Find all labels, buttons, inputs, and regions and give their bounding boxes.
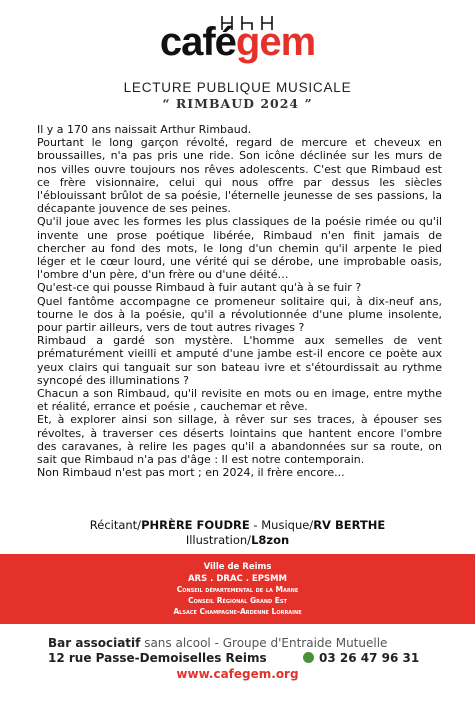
separator: -	[210, 636, 223, 650]
paragraph: Qu'est-ce qui pousse Rimbaud à fuir autant qu'à à se fuir ?	[37, 281, 362, 295]
logo-gem: gem	[235, 20, 316, 64]
paragraph: Qu'il joue avec les formes les plus classiques de la poésie rimée ou qu'il invente une prose poétique libérée, Rimbaud n'en finit jamais de chercher au fond des mots, le long d'un chemin qu'il arpente le pied léger et le cœur lourd, une vérité qui se dérobe, une improbable oasis, l'ombre d'un père, d'un frère ou d'une déité…	[37, 215, 442, 282]
credits-line-2	[0, 533, 475, 548]
phone	[303, 651, 419, 665]
address: 12 rue Passe-Demoiselles Reims	[48, 651, 267, 665]
paragraph: Pourtant le long garçon révolté, regard de mercure et cheveux en broussailles, n'a pas pris une ride. Son icône déclinée sur les murs de nos villes ouvre toujours nos rêves adolescents. C'est que Rimbaud est ce frère visionnaire, celui qui nous offre par dessus les siècles l'éblouissant brûlot de sa poésie, l'éternelle jeunesse de ses passions, la décapante jouvence de ses peines.	[37, 136, 442, 216]
reciter-name: PHRÈRE FOUDRE	[141, 518, 250, 532]
paragraph: Quel fantôme accompagne ce promeneur solitaire qui, à dix-neuf ans, tourne le dos à la poésie, qu'il a révolutionnée d'une plume insolente, pour partir ailleurs, vers de tout autres rivages ?	[37, 294, 442, 335]
reciter-label: Récitant/	[89, 518, 142, 532]
bar-label: Bar associatif	[48, 636, 141, 650]
partner-line: Ville de Reims	[203, 562, 272, 572]
website-link[interactable]: www.cafegem.org	[176, 667, 299, 681]
phone-icon	[303, 652, 314, 663]
music-name: RV BERTHE	[313, 518, 386, 532]
credits-line-1	[0, 518, 475, 533]
event-title: “ RIMBAUD 2024 ”	[162, 96, 313, 111]
credits	[0, 518, 475, 548]
partner-line: Alsace Champagne-Ardenne Lorraine	[173, 607, 302, 616]
paragraph: Et, à explorer ainsi son sillage, à rêver sur ses traces, à épouser ses révoltes, à traverser ces déserts lointains que hantent encore l'ombre des caravanes, à relire les pages qu'il a abandonnées sur sa route, on sait que Rimbaud n'a pas d'âge : Il est notre contemporain.	[37, 413, 442, 467]
sans-alcool: sans alcool	[140, 636, 211, 650]
music-label: - Musique/	[249, 518, 314, 532]
partner-line: Conseil départemental de la Marne	[176, 585, 299, 594]
illustration-name: L8zon	[251, 533, 290, 547]
event-subtitle: LECTURE PUBLIQUE MUSICALE	[123, 80, 352, 95]
partner-line: Conseil Régional Grand Est	[188, 596, 287, 605]
paragraph: Il y a 170 ans naissait Arthur Rimbaud.	[37, 123, 252, 136]
phone-number: 03 26 47 96 31	[319, 651, 420, 665]
paragraph: Chacun a son Rimbaud, qu'il revisite en mots ou en image, entre mythe et réalité, errance et poésie , cauchemar et rêve.	[37, 387, 442, 414]
logo-cafe: café	[159, 20, 236, 64]
description-text	[37, 123, 442, 479]
paragraph: Non Rimbaud n'est pas mort ; en 2024, il frère encore...	[37, 466, 345, 480]
paragraph: Rimbaud a gardé son mystère. L'homme aux semelles de vent prématurément vieilli et amputé d'une jambe est-il encore ce poète aux yeux clairs qui tanguait sur son bateau ivre et s'étourdissait au rythme syncopé des illuminations ?	[37, 334, 442, 387]
gem-label: Groupe d'Entraide Mutuelle	[222, 636, 388, 650]
chairs-icon	[212, 14, 282, 34]
illustration-label: Illustration/	[185, 533, 252, 547]
footer-association	[48, 636, 387, 650]
partner-line: ARS . DRAC . EPSMM	[187, 574, 288, 584]
partners-banner	[0, 554, 475, 624]
